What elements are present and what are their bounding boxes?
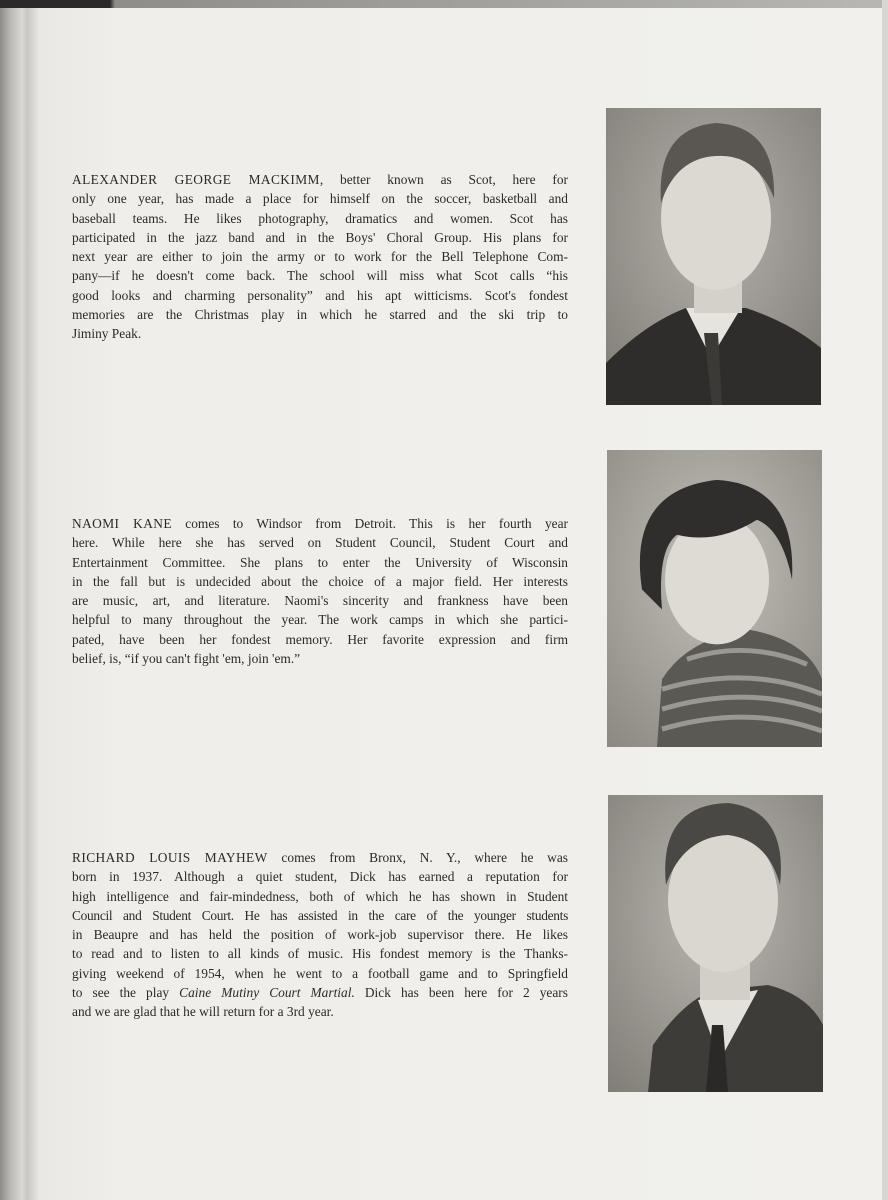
bio-line: are music, art, and literature. Naomi's sincerity and frankness have been [72,593,568,609]
bio-line: giving weekend of 1954, when he went to a football game and to Springfield [72,965,568,981]
bio-line: only one year, has made a place for himself on the soccer, basketball and [72,191,568,207]
bio-line: Jiminy Peak. [72,326,142,342]
bio-line: in Beaupre and has held the position of work-job supervisor there. He likes [72,927,568,943]
bio-line: here. While here she has served on Student Council, Student Court and [72,535,568,551]
portrait-photo-mayhew [608,795,823,1092]
bio-line: RICHARD LOUIS MAYHEW comes from Bronx, N. Y., where he was [72,850,568,865]
page-right-edge [882,0,888,1200]
portrait-photo-mackimm [606,108,821,405]
bio-mackimm [72,170,568,344]
bio-mayhew [72,848,568,1022]
bio-line: Council and Student Court. He has assisted in the care of the younger students [72,907,568,923]
bio-line: high intelligence and fair-mindedness, both of which he has shown in Student [72,888,568,904]
bio-line: pany—if he doesn't come back. The school will miss what Scot calls “his [72,268,568,284]
student-name: ALEXANDER GEORGE MACKIMM [72,172,320,187]
bio-line: born in 1937. Although a quiet student, Dick has earned a reputation for [72,869,568,885]
bio-line: memories are the Christmas play in which he starred and the ski trip to [72,307,568,323]
bio-line: helpful to many throughout the year. The work camps in which she partici- [72,612,568,628]
bio-line: Entertainment Committee. She plans to enter the University of Wisconsin [72,554,568,570]
bio-kane [72,514,568,668]
page-top-edge [0,0,888,8]
bio-line: ALEXANDER GEORGE MACKIMM, better known as Scot, here for [72,172,568,187]
bio-line: to see the play Caine Mutiny Court Martial. Dick has been here for 2 years [72,985,568,1001]
bio-line: NAOMI KANE comes to Windsor from Detroit. This is her fourth year [72,516,568,531]
student-name: RICHARD LOUIS MAYHEW [72,850,268,865]
bio-line: in the fall but is undecided about the choice of a major field. Her interests [72,573,568,589]
portrait-photo-kane [607,450,822,747]
bio-line: to read and to listen to all kinds of music. His fondest memory is the Thanks- [72,946,568,962]
student-name: NAOMI KANE [72,516,172,531]
bio-line: baseball teams. He likes photography, dramatics and women. Scot has [72,210,568,226]
bio-line: good looks and charming personality” and his apt witticisms. Scot's fondest [72,287,568,303]
bio-line: and we are glad that he will return for a 3rd year. [72,1004,334,1020]
bio-line: next year are either to join the army or to work for the Bell Telephone Com- [72,249,568,265]
play-title: Caine Mutiny Court Martial. [179,985,355,1001]
bio-line: participated in the jazz band and in the Boys' Choral Group. His plans for [72,229,568,245]
bio-line: belief, is, “if you can't fight 'em, join 'em.” [72,651,301,667]
bio-line: pated, have been her fondest memory. Her favorite expression and firm [72,631,568,647]
